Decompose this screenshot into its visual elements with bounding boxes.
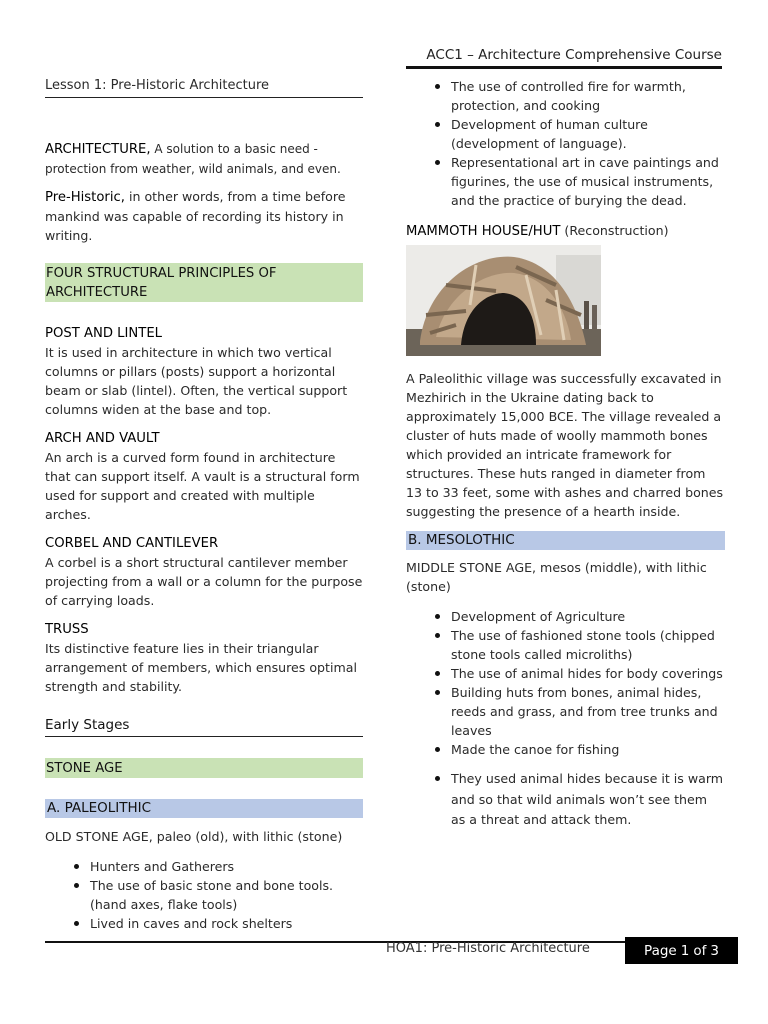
list-item: Building huts from bones, animal hides, reeds and grass, and from tree trunks and leaves (406, 683, 725, 740)
list-item: The use of controlled fire for warmth, protection, and cooking (406, 77, 725, 115)
prehistoric-term: Pre-Historic, (45, 190, 125, 205)
early-stages-heading: Early Stages (45, 717, 363, 737)
principle-text: A corbel is a short structural cantilever member projecting from a wall or a column for the purpose of carrying loads. (45, 555, 363, 608)
mesolithic-heading: B. MESOLOTHIC (406, 531, 725, 550)
paleolithic-description: OLD STONE AGE, paleo (old), with lithic (stone) (45, 829, 343, 844)
principle-title: ARCH AND VAULT (45, 431, 160, 446)
course-title: ACC1 – Architecture Comprehensive Course (426, 47, 722, 63)
principle-text: Its distinctive feature lies in their triangular arrangement of members, which ensures optimal strength and stability. (45, 641, 357, 694)
mammoth-hut-photo (406, 245, 601, 356)
mesolithic-description: MIDDLE STONE AGE, mesos (middle), with lithic (stone) (406, 560, 707, 594)
mammoth-hut-illustration (406, 245, 601, 356)
mesolithic-extra-list (406, 769, 725, 831)
principle-truss (45, 620, 363, 696)
principle-corbel-cantilever (45, 534, 363, 610)
mammoth-description: A Paleolithic village was successfully excavated in Mezhirich in the Ukraine dating back to approximately 15,000 BCE. The village revealed a cluster of huts made of woolly mammoth bones which provided an intricate framework for structures. These huts ranged in diameter from 13 to 33 feet, some with ashes and charred bones suggesting the presence of a hearth inside. (406, 371, 724, 519)
prehistoric-definition (45, 187, 363, 245)
prehistoric-text: in other words, from a time before mankind was capable of recording its history in writing. (45, 189, 346, 243)
page-label: Page (644, 942, 677, 959)
principle-title: CORBEL AND CANTILEVER (45, 536, 219, 551)
header-rule (406, 66, 722, 69)
list-item: Development of human culture (development of language). (406, 115, 725, 153)
paleolithic-heading: A. PALEOLITHIC (45, 799, 363, 818)
list-item: The use of basic stone and bone tools. (hand axes, flake tools) (45, 876, 363, 914)
list-item: They used animal hides because it is warm and so that wild animals won’t see them as a threat and attack them. (406, 769, 725, 831)
paleolithic-list (45, 857, 363, 933)
principle-title: TRUSS (45, 622, 89, 637)
mesolithic-list (406, 607, 725, 759)
principle-text: An arch is a curved form found in architecture that can support itself. A vault is a structural form used for support and created with multiple arches. (45, 450, 360, 522)
mammoth-title: MAMMOTH HOUSE/HUT (406, 224, 561, 239)
stone-age-heading: STONE AGE (45, 758, 363, 778)
architecture-term: ARCHITECTURE, (45, 142, 151, 157)
principle-post-lintel (45, 324, 363, 419)
principle-text: It is used in architecture in which two vertical columns or pillars (posts) support a horizontal beam or slab (lintel). Often, the vertical support columns widen at the base and top. (45, 345, 348, 417)
list-item: Lived in caves and rock shelters (45, 914, 363, 933)
mammoth-caption (406, 221, 725, 241)
lesson-title: Lesson 1: Pre-Historic Architecture (45, 76, 363, 98)
page-total: 3 (710, 942, 719, 959)
right-column (406, 77, 725, 831)
list-item: Made the canoe for fishing (406, 740, 725, 759)
architecture-definition (45, 139, 363, 179)
page-number: 1 (680, 942, 690, 959)
left-column (45, 76, 363, 933)
list-item: Hunters and Gatherers (45, 857, 363, 876)
list-item: The use of animal hides for body coverings (406, 664, 725, 683)
list-item: Representational art in cave paintings and figurines, the use of musical instruments, and the practice of burying the dead. (406, 153, 725, 210)
paleolithic-list-continued (406, 77, 725, 210)
list-item: The use of fashioned stone tools (chipped stone tools called microliths) (406, 626, 725, 664)
mammoth-subtitle: (Reconstruction) (560, 223, 669, 238)
principle-title: POST AND LINTEL (45, 326, 163, 341)
principles-heading: FOUR STRUCTURAL PRINCIPLES OF ARCHITECTURE (45, 263, 363, 302)
list-item: Development of Agriculture (406, 607, 725, 626)
page-of-label: of (693, 942, 707, 959)
principle-arch-vault (45, 429, 363, 524)
footer-title: HOA1: Pre-Historic Architecture (386, 941, 590, 956)
architecture-text: A solution to a basic need - protection from weather, wild animals, and even. (45, 142, 341, 176)
page-indicator (625, 937, 738, 964)
